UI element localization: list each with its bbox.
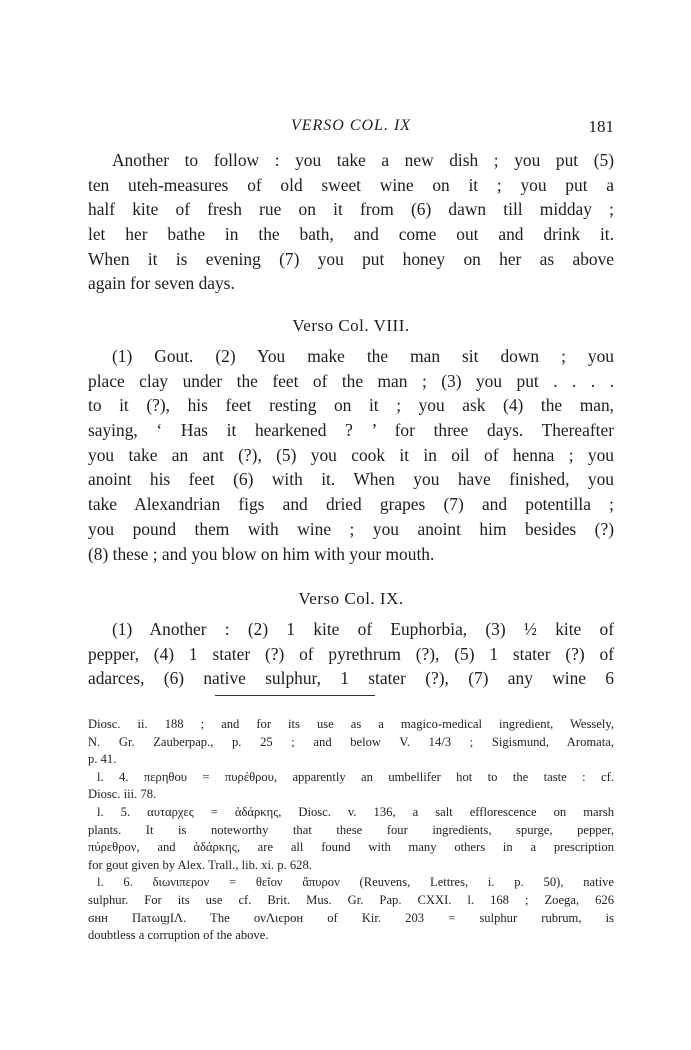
- footnote-line: N. Gr. Zauberpap., p. 25 ; and below V. 14/3 ; Sigismund, Aromata,: [88, 734, 614, 749]
- text-line: Another to follow : you take a new dish ; you put (5): [112, 150, 614, 170]
- text-line: to it (?), his feet resting on it ; you ask (4) the man,: [88, 395, 614, 416]
- text-line: you take an ant (?), (5) you cook it in oil of henna ; you: [88, 444, 614, 465]
- text-line: take Alexandrian figs and dried grapes (7) and potentilla ;: [88, 494, 614, 515]
- footnote-line: πύρεθρον, and ἀδάρκης, are all found with many others in a prescription: [88, 840, 614, 855]
- text-line: again for seven days.: [88, 273, 235, 294]
- footnotes: [88, 716, 614, 945]
- text-line: saying, ‘ Has it hearkened ? ’ for three days. Thereafter: [88, 420, 614, 441]
- footnote-line: sulphur. For its use cf. Brit. Mus. Gr. Pap. CXXI. l. 168 ; Zoega, 626: [88, 892, 614, 907]
- footnote-line: for gout given by Alex. Trall., lib. xi. p. 628.: [88, 857, 312, 872]
- running-head-title: VERSO COL. IX: [290, 117, 412, 134]
- text-line: pepper, (4) 1 stater (?) of pyrethrum (?), (5) 1 stater (?) of: [88, 643, 614, 664]
- running-head: [88, 117, 614, 139]
- footnote-line: Diosc. iii. 78.: [88, 787, 157, 802]
- text-line: let her bathe in the bath, and come out and drink it.: [88, 224, 614, 245]
- footnote-line: l. 4. περηθου = πυρέθρου, apparently an umbellifer hot to the taste : cf.: [97, 769, 614, 784]
- text-line: (8) these ; and you blow on him with your mouth.: [88, 543, 435, 564]
- section-heading-verso-col-ix: Verso Col. IX.: [298, 589, 404, 608]
- footnote-line: plants. It is noteworthy that these four ingredients, spurge, pepper,: [88, 822, 614, 837]
- text-line: When it is evening (7) you put honey on her as above: [88, 248, 614, 269]
- footnote-line: l. 6. διωνιπερον = θεῖον ἄπυρον (Reuvens, Lettres, i. p. 50), native: [97, 875, 614, 890]
- text-line: ten uteh-measures of old sweet wine on it ; you put a: [88, 174, 614, 195]
- text-line: (1) Another : (2) 1 kite of Euphorbia, (3) ½ kite of: [112, 619, 614, 639]
- text-line: adarces, (6) native sulphur, 1 stater (?), (7) any wine 6: [88, 668, 614, 689]
- paragraph-another: [88, 617, 614, 691]
- paragraph-recipe-continued: [88, 148, 614, 296]
- footnote-line: doubtless a corruption of the above.: [88, 928, 269, 943]
- text-line: you pound them with wine ; you anoint him besides (?): [88, 518, 614, 539]
- footnote-line: l. 5. αυταρχες = ἀδάρκης, Diosc. v. 136, a salt efflorescence on marsh: [97, 804, 614, 819]
- paragraph-gout: [88, 344, 614, 566]
- page-number: 181: [588, 117, 614, 136]
- footnote-line: Diosc. ii. 188 ; and for its use as a magico-medical ingredient, Wessely,: [88, 717, 614, 731]
- footnote-line: ϭнн ПaτωϣIɅ. The ονɅιєpοн of Kir. 203 = sulphur rubrum, is: [88, 910, 614, 925]
- text-line: place clay under the feet of the man ; (3) you put . . . .: [88, 370, 614, 391]
- footnote-divider: [215, 695, 375, 696]
- section-heading-verso-col-viii: Verso Col. VIII.: [292, 316, 410, 335]
- text-line: (1) Gout. (2) You make the man sit down ; you: [112, 346, 614, 366]
- footnote-line: p. 41.: [88, 752, 117, 767]
- text-line: anoint his feet (6) with it. When you have finished, you: [88, 469, 614, 490]
- text-line: half kite of fresh rue on it from (6) dawn till midday ;: [88, 199, 614, 220]
